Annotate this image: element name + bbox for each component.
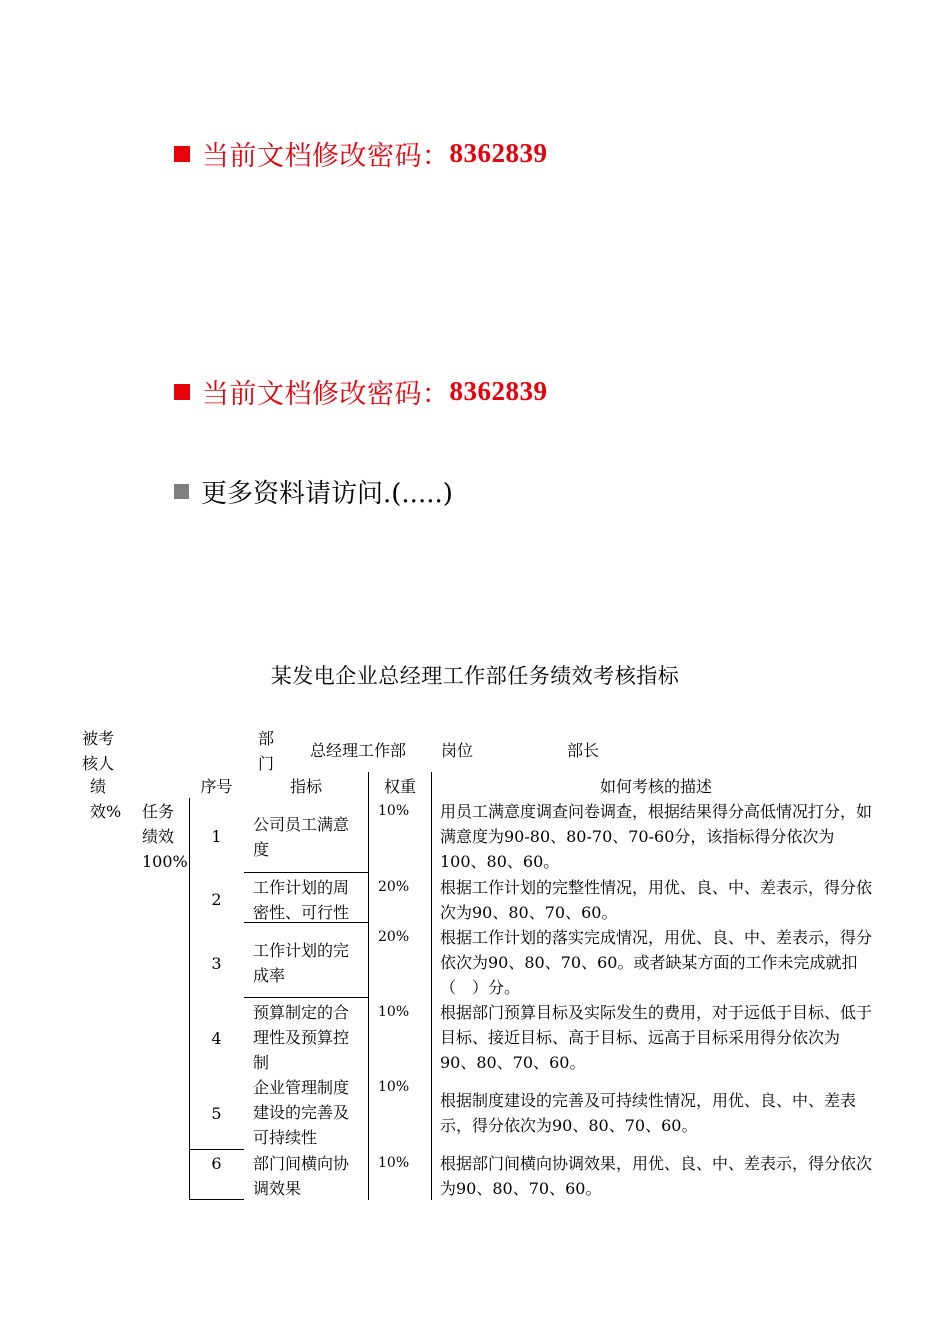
row-6-indicator: 部门间横向协调效果: [253, 1154, 350, 1198]
document-title: 某发电企业总经理工作部任务绩效考核指标: [270, 664, 680, 688]
row-4-desc: 根据部门预算目标及实际发生的费用，对于远低于目标、低于目标、接近目标、高于目标、远高于目标采用得分依次为90、80、70、60。: [440, 1003, 873, 1072]
row-3-desc: 根据工作计划的落实完成情况，用优、良、中、差表示，得分依次为90、80、70、60。或者缺某方面的工作未完成就扣（ ）分。: [440, 928, 873, 997]
row-2-seq: 2: [211, 890, 222, 909]
category-label: 任务绩效100%: [142, 802, 188, 871]
row-divider-3: [244, 997, 369, 998]
red-square-bullet-icon: [174, 146, 190, 162]
password-label: 当前文档修改密码：: [202, 141, 450, 172]
row-2-indicator: 工作计划的周密性、可行性: [253, 878, 350, 922]
password-label: 当前文档修改密码：: [202, 379, 450, 410]
row-5-weight: 10%: [378, 1079, 410, 1095]
row-4-seq: 4: [211, 1029, 222, 1048]
more-info-line: [174, 473, 453, 510]
position-value: 部长: [567, 741, 600, 760]
row-divider-2: [244, 922, 369, 923]
row-3-seq: 3: [211, 954, 222, 973]
table-border-left: [189, 798, 190, 1200]
table-border-weight-left: [368, 772, 369, 1200]
row-4-indicator: 预算制定的合理性及预算控制: [253, 1003, 350, 1072]
password-value: 8362839: [449, 138, 548, 168]
row-6-weight: 10%: [378, 1155, 410, 1171]
row-2-desc: 根据工作计划的完整性情况，用优、良、中、差表示，得分依次为90、80、70、60。: [440, 878, 873, 922]
gray-square-bullet-icon: [174, 484, 189, 499]
row-4-weight: 10%: [378, 1004, 410, 1020]
row-5-indicator: 企业管理制度建设的完善及可持续性: [253, 1078, 350, 1147]
col-weight-header: 权重: [383, 777, 416, 796]
table-border-desc-left: [431, 772, 432, 1200]
password-value: 8362839: [449, 376, 548, 406]
row-6-desc: 根据部门间横向协调效果，用优、良、中、差表示，得分依次为90、80、70、60。: [440, 1154, 873, 1198]
col-seq-header: 序号: [200, 777, 233, 796]
row-divider-1: [244, 872, 369, 873]
red-square-bullet-icon: [174, 384, 190, 400]
row-1-seq: 1: [211, 827, 222, 846]
row-1-indicator: 公司员工满意度: [253, 815, 350, 859]
row-3-weight: 20%: [378, 929, 410, 945]
row-2-weight: 20%: [378, 879, 410, 895]
password-line-1: [174, 134, 548, 173]
row-divider-5: [190, 1149, 244, 1150]
row-1-weight: 10%: [378, 803, 410, 819]
row-1-desc: 用员工满意度调查问卷调查，根据结果得分高低情况打分，如满意度为90-80、80-70、70-60分，该指标得分依次为100、80、60。: [440, 802, 873, 871]
col-performance-header: 绩效%: [90, 777, 122, 821]
row-6-seq: 6: [211, 1154, 222, 1173]
dept-label: 部门: [258, 729, 275, 773]
password-line-2: [174, 372, 548, 411]
dept-value: 总经理工作部: [310, 741, 407, 760]
col-indicator-header: 指标: [289, 777, 322, 796]
row-5-desc: 根据制度建设的完善及可持续性情况，用优、良、中、差表示，得分依次为90、80、70、60。: [440, 1091, 857, 1135]
row-3-indicator: 工作计划的完成率: [253, 941, 350, 985]
assessee-label: 被考核人: [82, 729, 115, 773]
more-info-text: 更多资料请访问.(.....): [201, 479, 453, 509]
row-5-seq: 5: [211, 1104, 222, 1123]
col-desc-header: 如何考核的描述: [599, 777, 712, 796]
position-label: 岗位: [441, 741, 474, 760]
table-border-bottom: [190, 1199, 244, 1200]
